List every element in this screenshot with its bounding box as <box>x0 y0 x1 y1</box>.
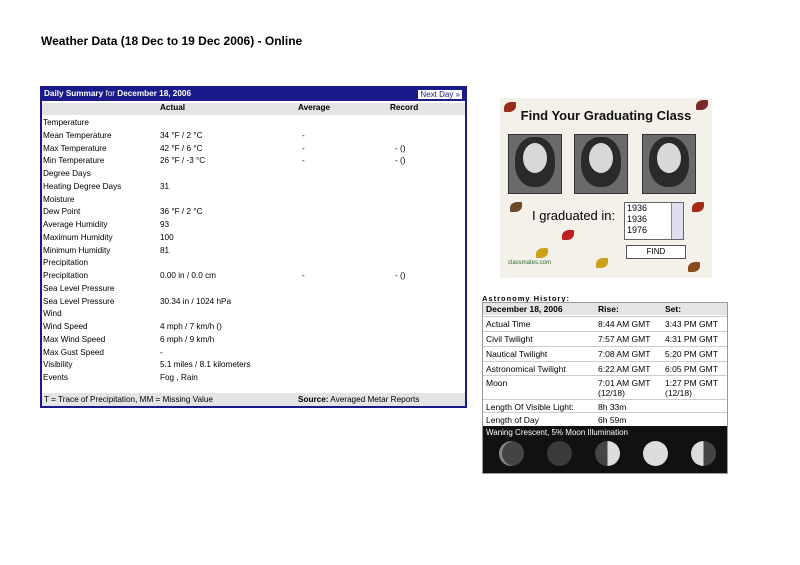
astronomy-row <box>483 346 727 361</box>
actual-value: 93 <box>160 220 170 229</box>
astronomy-row-label: Astronomical Twilight <box>486 364 566 374</box>
col-average: Average <box>298 103 331 112</box>
row-label: Mean Temperature <box>43 130 112 140</box>
section-heading <box>42 258 465 270</box>
summary-row <box>42 233 465 245</box>
summary-row <box>42 131 465 143</box>
astronomy-row-label: Actual Time <box>486 319 531 329</box>
summary-row <box>42 246 465 258</box>
actual-value: 0.00 in / 0.0 cm <box>160 271 216 280</box>
rise-value: 6h 59m <box>598 415 627 425</box>
summary-column-headers <box>42 103 465 115</box>
row-label: Min Temperature <box>43 156 105 166</box>
record-value: - () <box>395 271 406 280</box>
ad-headline: Find Your Graduating Class <box>520 108 692 123</box>
summary-row <box>42 297 465 309</box>
actual-value: 4 mph / 7 km/h () <box>160 322 222 331</box>
row-label: Visibility <box>43 360 73 370</box>
student-photo <box>642 134 696 194</box>
section-heading <box>42 118 465 130</box>
average-value: - <box>302 130 305 140</box>
row-label: Precipitation <box>43 271 89 280</box>
set-value: 6:05 PM GMT <box>665 364 718 374</box>
row-label: Max Wind Speed <box>43 334 106 344</box>
row-label: Sea Level Pressure <box>43 283 115 293</box>
summary-row <box>42 220 465 232</box>
graduation-year-list[interactable] <box>624 202 684 240</box>
summary-row <box>42 182 465 194</box>
col-rise: Rise: <box>598 304 619 314</box>
row-label: Maximum Humidity <box>43 232 113 242</box>
rise-value: 7:57 AM GMT <box>598 334 651 344</box>
rise-value: 8:44 AM GMT <box>598 319 651 329</box>
moon-phase-strip <box>483 426 727 473</box>
summary-row <box>42 360 465 372</box>
row-label: Heating Degree Days <box>43 181 122 191</box>
astronomy-row-label: Moon <box>486 378 508 388</box>
row-label: Average Humidity <box>43 220 108 229</box>
moon-phase-icon <box>691 441 716 466</box>
summary-row <box>42 207 465 219</box>
astronomy-row <box>483 412 727 427</box>
astronomy-row <box>483 375 727 398</box>
row-label: Degree Days <box>43 169 91 178</box>
row-label: Wind Speed <box>43 322 88 331</box>
actual-value: 100 <box>160 232 174 242</box>
row-label: Temperature <box>43 118 89 127</box>
actual-value: 34 °F / 2 °C <box>160 130 203 140</box>
row-label: Dew Point <box>43 207 81 217</box>
astronomy-row-label: Length Of Visible Light: <box>486 402 574 412</box>
row-label: Max Temperature <box>43 143 107 153</box>
summary-row <box>42 322 465 334</box>
moon-phase-icon <box>643 441 668 466</box>
actual-value: 26 °F / -3 °C <box>160 156 206 166</box>
astronomy-row-label: Civil Twilight <box>486 334 533 344</box>
moon-phase-icon <box>547 441 572 466</box>
summary-header <box>42 88 465 101</box>
average-value: - <box>302 143 305 153</box>
section-heading <box>42 195 465 207</box>
astronomy-row-label: Nautical Twilight <box>486 349 548 359</box>
astronomy-row <box>483 316 727 331</box>
actual-value: Fog , Rain <box>160 373 198 382</box>
row-label: Moisture <box>43 194 75 204</box>
row-label: Max Gust Speed <box>43 347 104 357</box>
col-actual: Actual <box>160 103 186 112</box>
row-label: Sea Level Pressure <box>43 296 115 306</box>
summary-row <box>42 348 465 360</box>
precip-legend: T = Trace of Precipitation, MM = Missing Value <box>44 395 213 404</box>
average-value: - <box>302 156 305 166</box>
astronomy-row <box>483 331 727 346</box>
set-value: 4:31 PM GMT <box>665 334 718 344</box>
year-list-scrollbar[interactable] <box>671 203 683 239</box>
section-heading <box>42 309 465 321</box>
rise-value: 6:22 AM GMT <box>598 364 651 374</box>
daily-summary-panel <box>40 86 467 408</box>
moon-phase-icon <box>499 441 524 466</box>
find-button[interactable]: FIND <box>626 245 686 259</box>
classmates-ad[interactable] <box>500 98 712 278</box>
moon-phase-icon <box>595 441 620 466</box>
astronomy-title: Astronomy History: <box>482 294 571 303</box>
set-value: 3:43 PM GMT <box>665 319 718 329</box>
astronomy-panel <box>482 302 728 474</box>
row-label: Wind <box>43 309 62 319</box>
moon-caption: Waning Crescent, 5% Moon Illumination <box>486 428 628 437</box>
actual-value: - <box>160 347 163 357</box>
astronomy-row <box>483 361 727 376</box>
section-heading <box>42 284 465 296</box>
astronomy-date: December 18, 2006 <box>486 304 563 314</box>
actual-value: 6 mph / 9 km/h <box>160 334 215 344</box>
astronomy-header <box>483 303 727 315</box>
actual-value: 42 °F / 6 °C <box>160 143 203 153</box>
summary-header-title: Daily Summary for December 18, 2006 <box>44 89 192 98</box>
actual-value: 36 °F / 2 °C <box>160 207 203 217</box>
record-value: - () <box>395 143 406 153</box>
astronomy-row-label: Length of Day <box>486 415 539 425</box>
summary-row <box>42 373 465 385</box>
rise-value: 8h 33m <box>598 402 627 412</box>
year-option[interactable]: 1936 <box>627 214 648 224</box>
student-photo <box>508 134 562 194</box>
summary-row <box>42 271 465 283</box>
row-label: Events <box>43 373 69 382</box>
year-option[interactable]: 1936 <box>627 203 648 213</box>
page-title: Weather Data (18 Dec to 19 Dec 2006) - Online <box>41 34 303 48</box>
student-photo <box>574 134 628 194</box>
actual-value: 31 <box>160 181 170 191</box>
row-label: Minimum Humidity <box>43 245 111 255</box>
set-value: 5:20 PM GMT <box>665 349 718 359</box>
row-label: Precipitation <box>43 258 89 268</box>
average-value: - <box>302 271 305 280</box>
rise-value: 7:01 AM GMT (12/18) <box>598 378 651 398</box>
data-source: Source: Averaged Metar Reports <box>298 395 420 404</box>
set-value: 1:27 PM GMT (12/18) <box>665 378 718 398</box>
next-day-button[interactable]: Next Day » <box>417 89 463 100</box>
summary-row <box>42 156 465 168</box>
col-record: Record <box>390 103 419 112</box>
graduated-label: I graduated in: <box>532 208 616 223</box>
actual-value: 30.34 in / 1024 hPa <box>160 296 232 306</box>
summary-footer <box>42 393 465 406</box>
actual-value: 5.1 miles / 8.1 kilometers <box>160 360 251 370</box>
section-heading <box>42 169 465 181</box>
year-option[interactable]: 1976 <box>627 225 648 235</box>
actual-value: 81 <box>160 245 170 255</box>
rise-value: 7:08 AM GMT <box>598 349 651 359</box>
record-value: - () <box>395 156 406 166</box>
classmates-logo: classmates.com <box>508 260 552 266</box>
summary-row <box>42 144 465 156</box>
col-set: Set: <box>665 304 682 314</box>
summary-row <box>42 335 465 347</box>
